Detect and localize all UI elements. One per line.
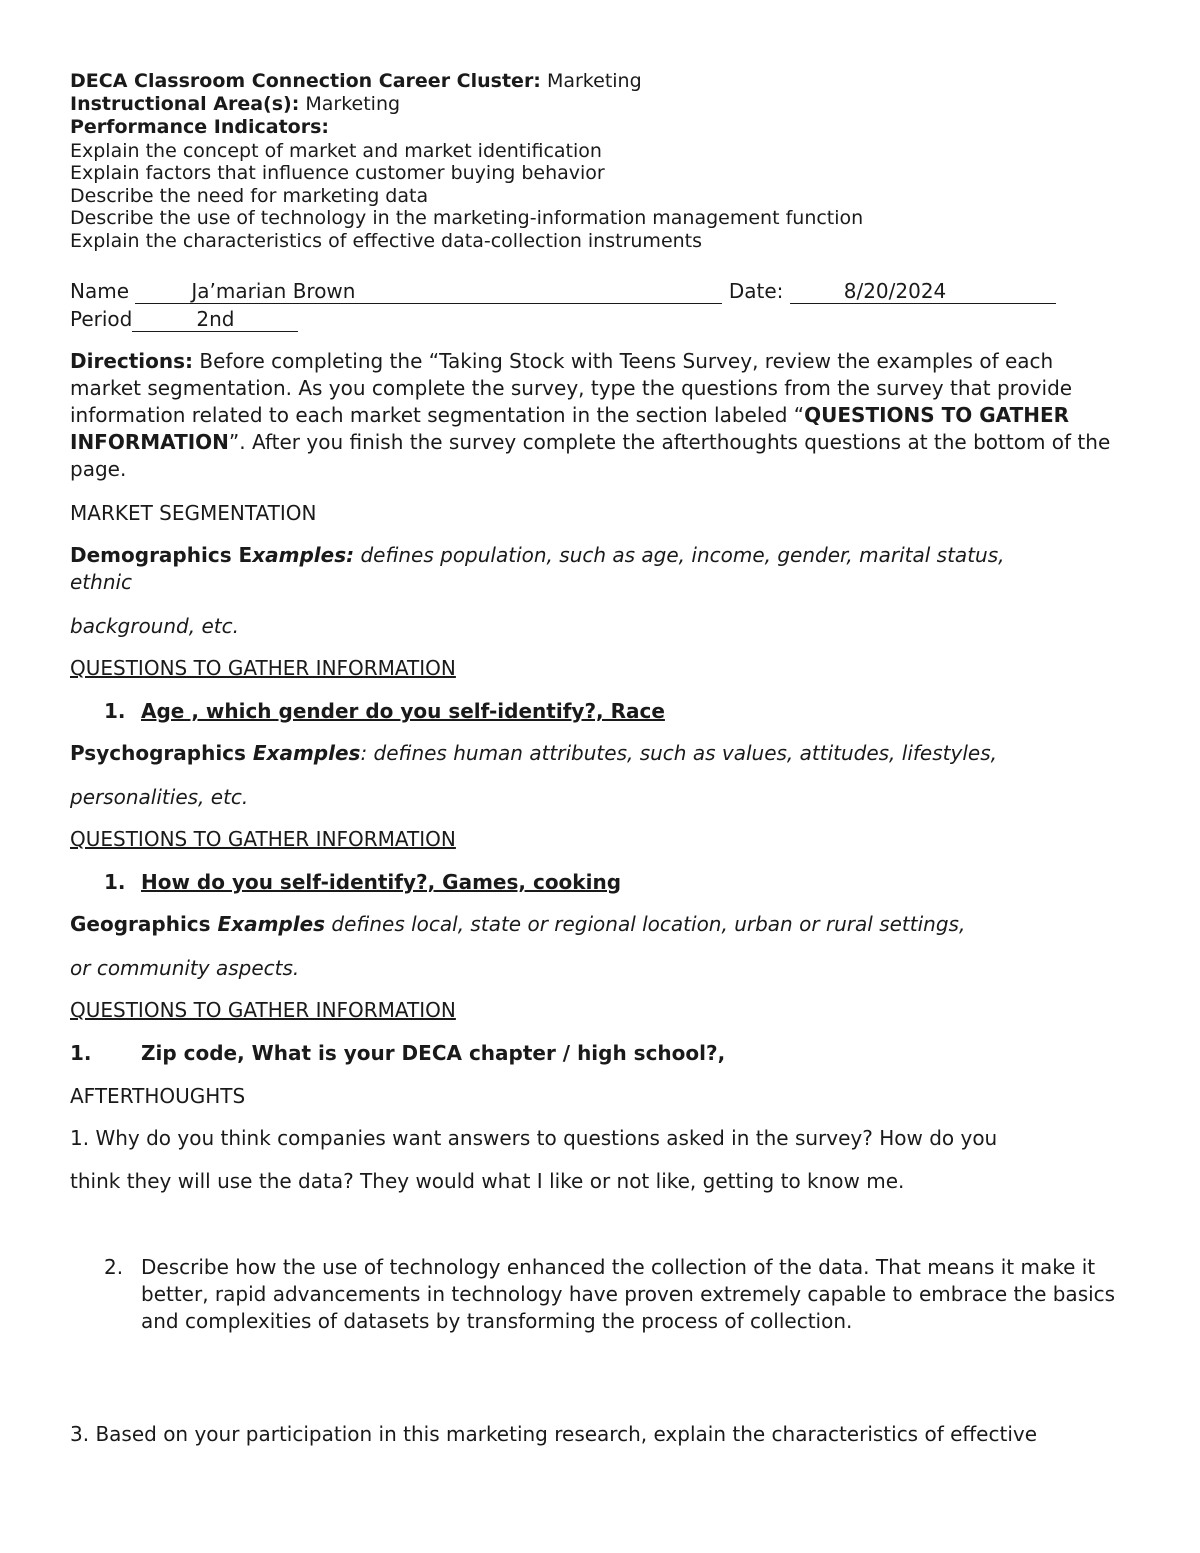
indicator-item: Explain the concept of market and market identification — [70, 140, 602, 162]
psychographics-examples-label: Examples — [252, 741, 361, 765]
demographics-examples-label: xamples: — [252, 543, 355, 567]
directions-label: Directions: — [70, 349, 194, 373]
instructional-area-value: Marketing — [299, 93, 401, 115]
geographics-line — [70, 911, 965, 938]
psychographics-label: Psychographics — [70, 741, 253, 765]
instructional-area-line — [70, 93, 400, 116]
indicator-item: Describe the need for marketing data — [70, 185, 429, 207]
demographics-line — [70, 542, 1004, 569]
indicator-item: Explain factors that influence customer buying behavior — [70, 162, 605, 184]
period-label: Period — [70, 307, 133, 331]
directions-text-1: Before completing the “Taking Stock with Teens Survey, review the examples of each market segmentation. As you complete the survey, type the questions from the survey that provide information related to each market segmentation in the section labeled “ — [70, 349, 1073, 427]
answer-number: 1. — [104, 699, 126, 723]
career-cluster-label: DECA Classroom Connection Career Cluster: — [70, 70, 541, 92]
afterthought-number-2: 2. — [104, 1255, 124, 1279]
answer-number: 1. — [104, 870, 126, 894]
answer-number: 1. — [70, 1041, 92, 1065]
name-label: Name — [70, 279, 136, 303]
psychographics-line — [70, 740, 997, 767]
geographics-answer: Zip code, What is your DECA chapter / high school?, — [141, 1041, 726, 1065]
period-line — [70, 306, 298, 333]
performance-indicators-label: Performance Indicators: — [70, 116, 329, 138]
demographics-text: defines population, such as age, income, gender, marital status, — [354, 543, 1005, 567]
directions-paragraph — [70, 348, 1130, 483]
directions-text-2: ”. After you finish the survey complete the afterthoughts questions at the bottom of the page. — [70, 430, 1111, 481]
geographics-text-continued: or community aspects. — [70, 956, 300, 980]
indicator-item: Explain the characteristics of effective data-collection instruments — [70, 230, 703, 252]
afterthoughts-heading: AFTERTHOUGHTS — [70, 1084, 246, 1108]
career-cluster-value: Marketing — [540, 70, 642, 92]
questions-heading: QUESTIONS TO GATHER INFORMATION — [70, 827, 456, 851]
psychographics-text-continued: personalities, etc. — [70, 785, 249, 809]
directions-bold-reference: QUESTIONS TO GATHER INFORMATION — [70, 403, 1070, 454]
afterthought-question-2: Describe how the use of technology enhanced the collection of the data. That means it make it better, rapid advancements in technology have proven extremely capable to embrace the basics and complexities of datasets by transforming the process of collection. — [141, 1255, 1116, 1333]
name-date-line — [70, 278, 1056, 305]
questions-heading: QUESTIONS TO GATHER INFORMATION — [70, 656, 456, 680]
indicator-item: Describe the use of technology in the marketing-information management function — [70, 207, 864, 229]
period-field[interactable]: 2nd — [132, 307, 298, 332]
demographics-text-continued: background, etc. — [70, 614, 239, 638]
date-field[interactable]: 8/20/2024 — [790, 279, 1057, 304]
geographics-text: defines local, state or regional location, urban or rural settings, — [325, 912, 966, 936]
psychographics-text: : defines human attributes, such as values, attitudes, lifestyles, — [360, 741, 997, 765]
psychographics-answer: How do you self-identify?, Games, cooking — [141, 870, 622, 894]
demographics-answer: Age , which gender do you self-identify?, Race — [141, 699, 665, 723]
questions-heading: QUESTIONS TO GATHER INFORMATION — [70, 998, 456, 1022]
demographics-label: Demographics E — [70, 543, 253, 567]
afterthought-answer-1: think they will use the data? They would what I like or not like, getting to know me. — [70, 1169, 905, 1193]
date-label: Date: — [722, 279, 790, 303]
geographics-examples-label: Examples — [217, 912, 326, 936]
market-segmentation-heading: MARKET SEGMENTATION — [70, 501, 317, 525]
career-cluster-line — [70, 70, 642, 93]
geographics-label: Geographics — [70, 912, 218, 936]
demographics-text-continued: ethnic — [70, 570, 133, 594]
afterthought-question-3: 3. Based on your participation in this marketing research, explain the characteristics of effective — [70, 1422, 1038, 1446]
instructional-area-label: Instructional Area(s): — [70, 93, 300, 115]
name-field[interactable]: Ja’marian Brown — [135, 279, 722, 304]
afterthought-question-1: 1. Why do you think companies want answers to questions asked in the survey? How do you — [70, 1126, 998, 1150]
